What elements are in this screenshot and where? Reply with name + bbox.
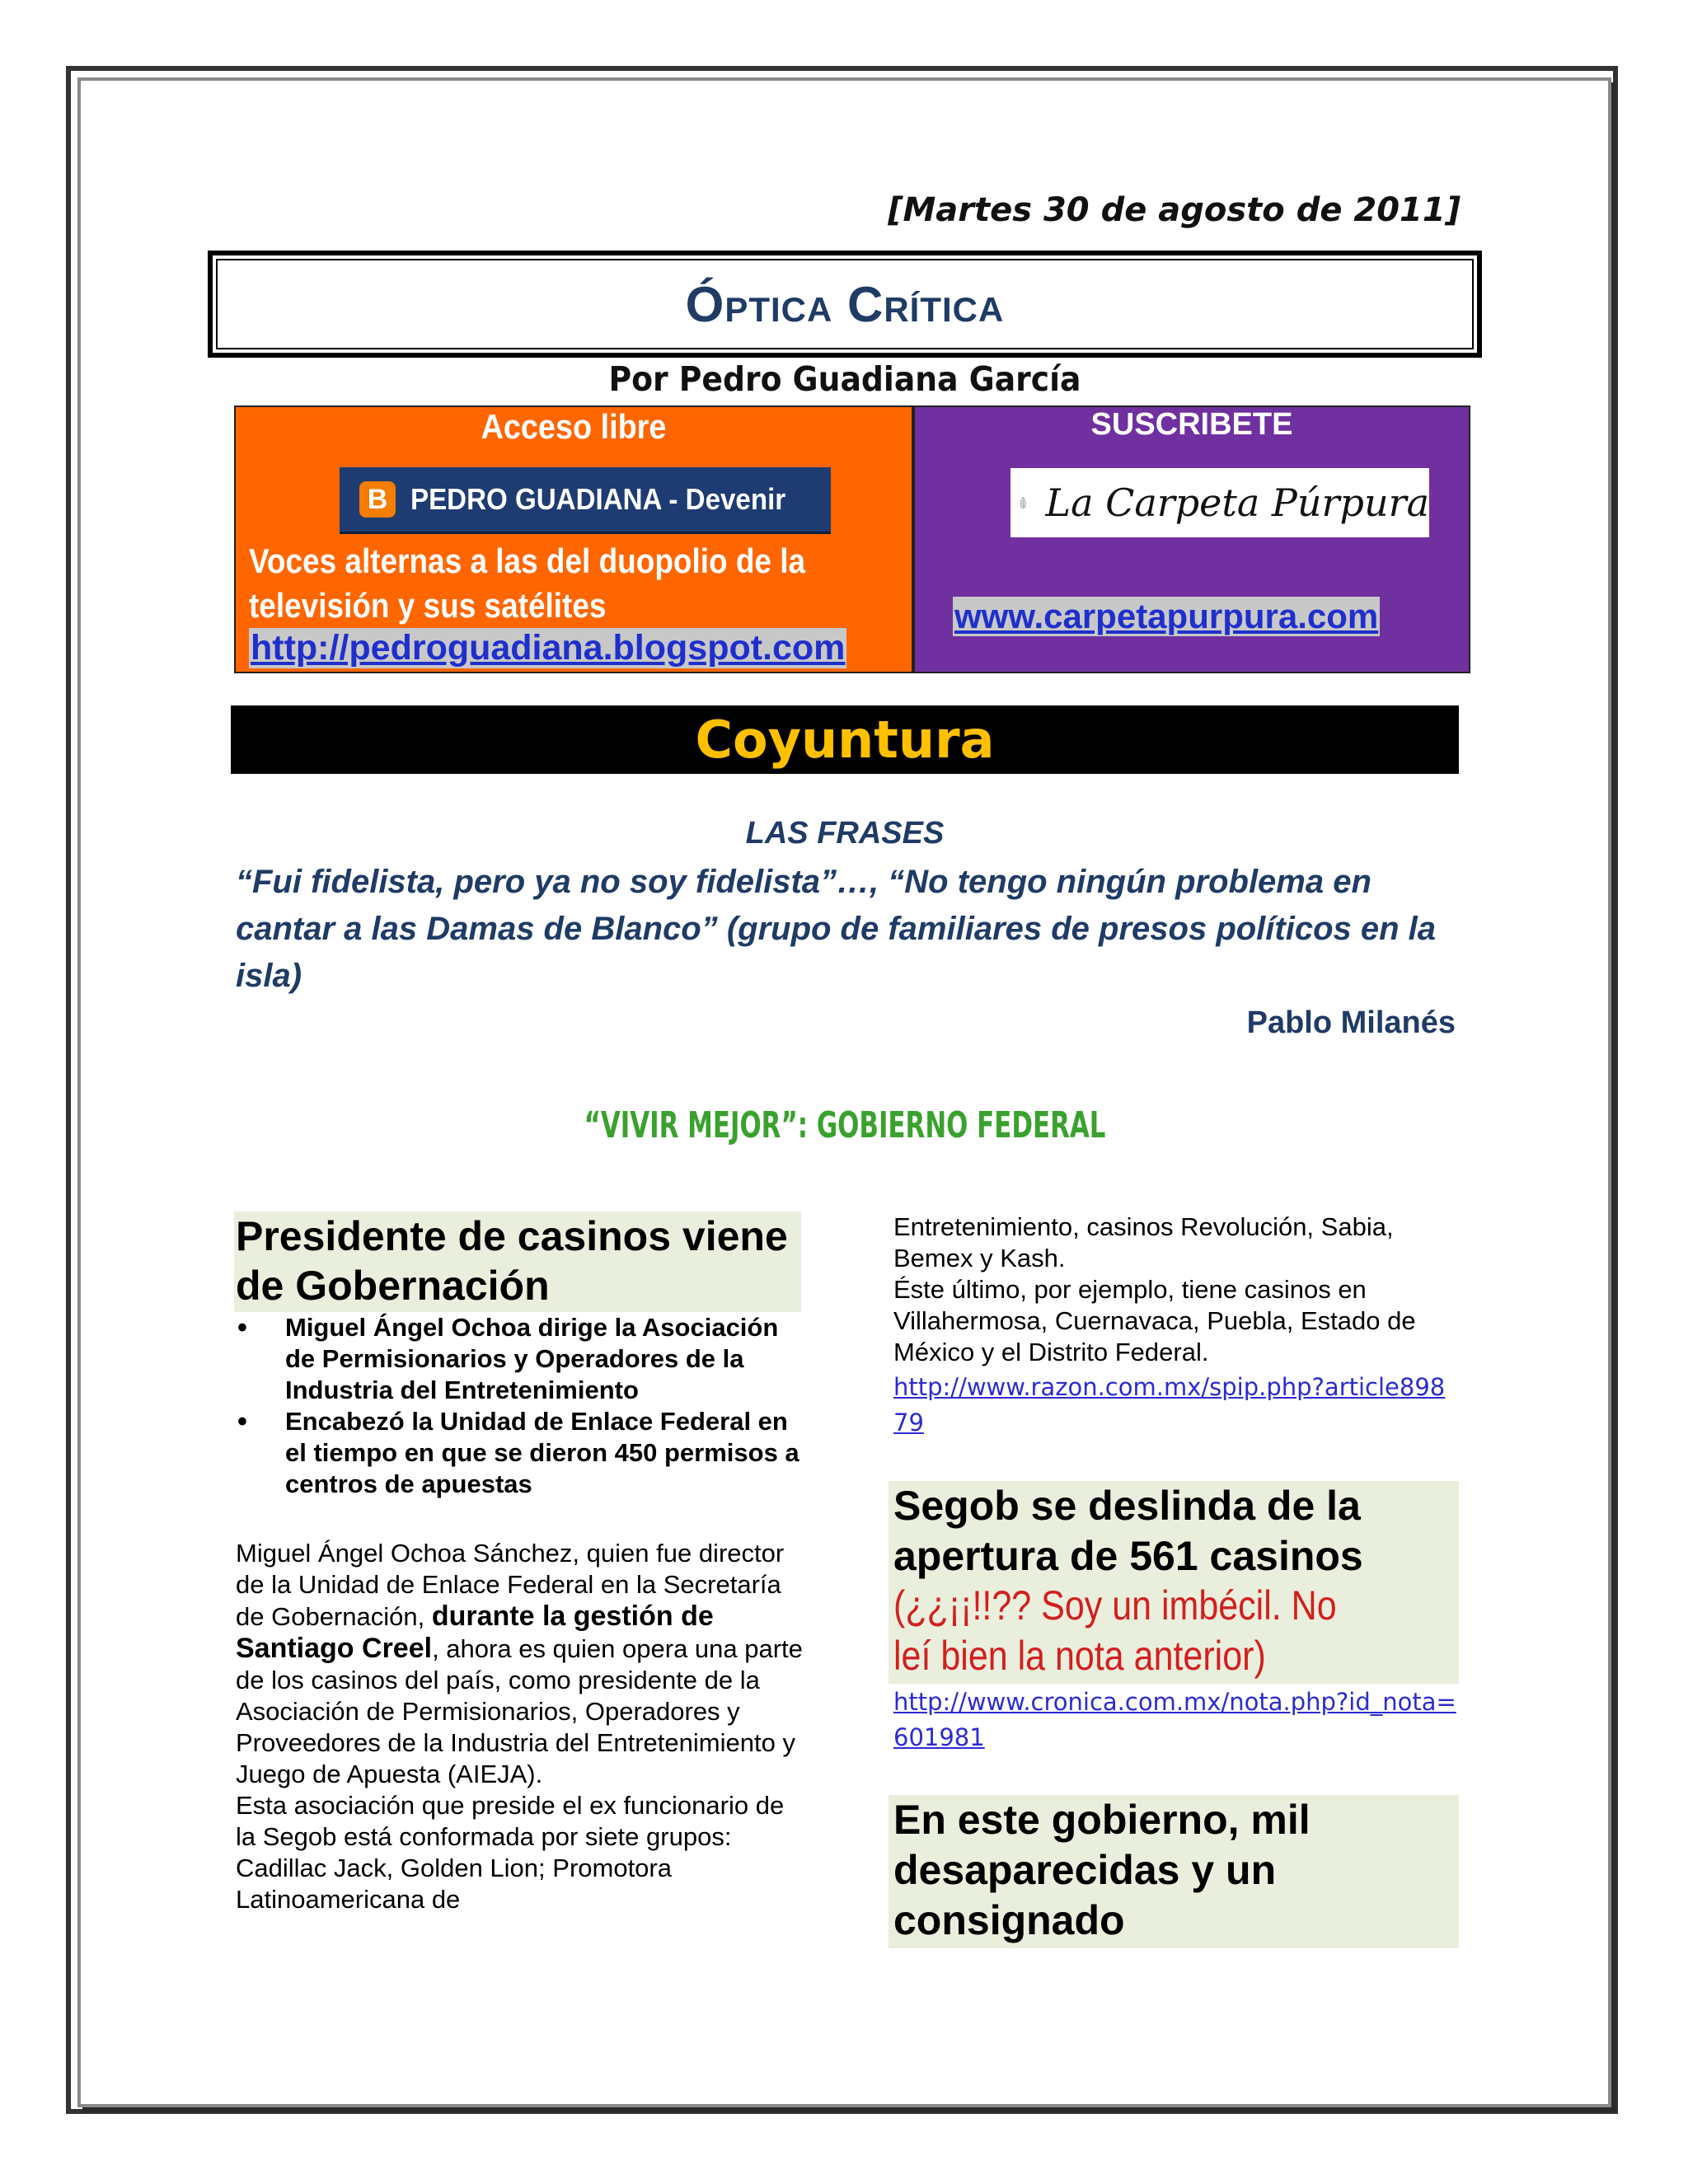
section-title: Coyuntura [695, 710, 995, 770]
article1-cont-text: Entretenimiento, casinos Revolución, Sabia, Bemex y Kash. [893, 1212, 1394, 1272]
carpeta-logo-text: La Carpeta Púrpura [1045, 480, 1429, 525]
article1-body-text: , ahora es quien opera una parte de los casinos del país, como presidente de la Asociación de Permisionarios, Operadores y Proveedores de la Industria del Entretenimiento y Juego de Apuesta (AIEJA). [236, 1634, 803, 1788]
article1-body-text: Esta asociación que preside el ex funcionario de la Segob está conformada por siete grupos: Cadillac Jack, Golden Lion; Promotora Latinoamericana de [236, 1791, 785, 1914]
blog-badge[interactable] [340, 467, 831, 534]
issue-date: [Martes 30 de agosto de 2011] [888, 191, 1461, 229]
carpeta-url-link[interactable]: www.carpetapurpura.com [954, 597, 1379, 635]
section-bar [231, 705, 1459, 774]
byline: Por Pedro Guadiana García [608, 359, 1081, 399]
article2-source-link[interactable]: http://www.cronica.com.mx/nota.php?id_nota=601981 [893, 1688, 1456, 1751]
blog-url-link[interactable]: http://pedroguadiana.blogspot.com [251, 628, 846, 668]
article2-note: (¿¿¡¡!!?? Soy un imbécil. No leí bien la nota anterior) [893, 1582, 1337, 1679]
article3-headline: En este gobierno, mil desaparecidas y un consignado [893, 1797, 1311, 1943]
list-item: • Encabezó la Unidad de Enlace Federal en el tiempo en que se dieron 450 permisos a centros de apuestas [234, 1406, 803, 1500]
shell-icon [1019, 474, 1028, 532]
blogger-icon: B [359, 481, 396, 518]
page-title: Óptica Crítica [685, 276, 1005, 332]
article1-source-link[interactable]: http://www.razon.com.mx/spip.php?article89879 [893, 1373, 1446, 1436]
list-item: • Miguel Ángel Ochoa dirige la Asociación de Permisionarios y Operadores de la Industria del Entretenimiento [234, 1312, 803, 1406]
article2-headline: Segob se deslinda de la apertura de 561 casinos [893, 1483, 1363, 1579]
banner-left-tagline: Voces alternas a las del duopolio de la televisión y sus satélites [249, 541, 806, 625]
banner-right-heading: SUSCRIBETE [1090, 407, 1293, 442]
frases-quote: “Fui fidelista, pero ya no soy fidelista”…, “No tengo ningún problema en cantar a las Damas de Blanco” (grupo de familiares de presos políticos en la isla) [236, 864, 1437, 994]
frases-author: Pablo Milanés [1246, 1005, 1456, 1040]
title-box-inner [216, 259, 1474, 349]
blog-badge-text: PEDRO GUADIANA - Devenir [410, 482, 786, 516]
subsection-title: “VIVIR MEJOR”: GOBIERNO FEDERAL [584, 1104, 1106, 1146]
article1-bullets [234, 1312, 803, 1500]
carpeta-purpura-logo[interactable] [1010, 468, 1429, 537]
banner-left-heading: Acceso libre [481, 407, 667, 446]
article1-body [236, 1538, 804, 1915]
article1-headline: Presidente de casinos viene de Gobernación [236, 1213, 788, 1309]
article1-continuation [893, 1212, 1462, 1368]
article1-cont-text: Éste último, por ejemplo, tiene casinos en Villahermosa, Cuernavaca, Puebla, Estado de México y el Distrito Federal. [893, 1275, 1416, 1366]
article1-body-bold: durante la gestión de Santiago Creel [236, 1601, 714, 1664]
article1-body-text: Miguel Ángel Ochoa Sánchez, quien fue director de la Unidad de Enlace Federal en la Secretaría de Gobernación, [236, 1539, 785, 1631]
frases-heading: LAS FRASES [745, 816, 945, 851]
